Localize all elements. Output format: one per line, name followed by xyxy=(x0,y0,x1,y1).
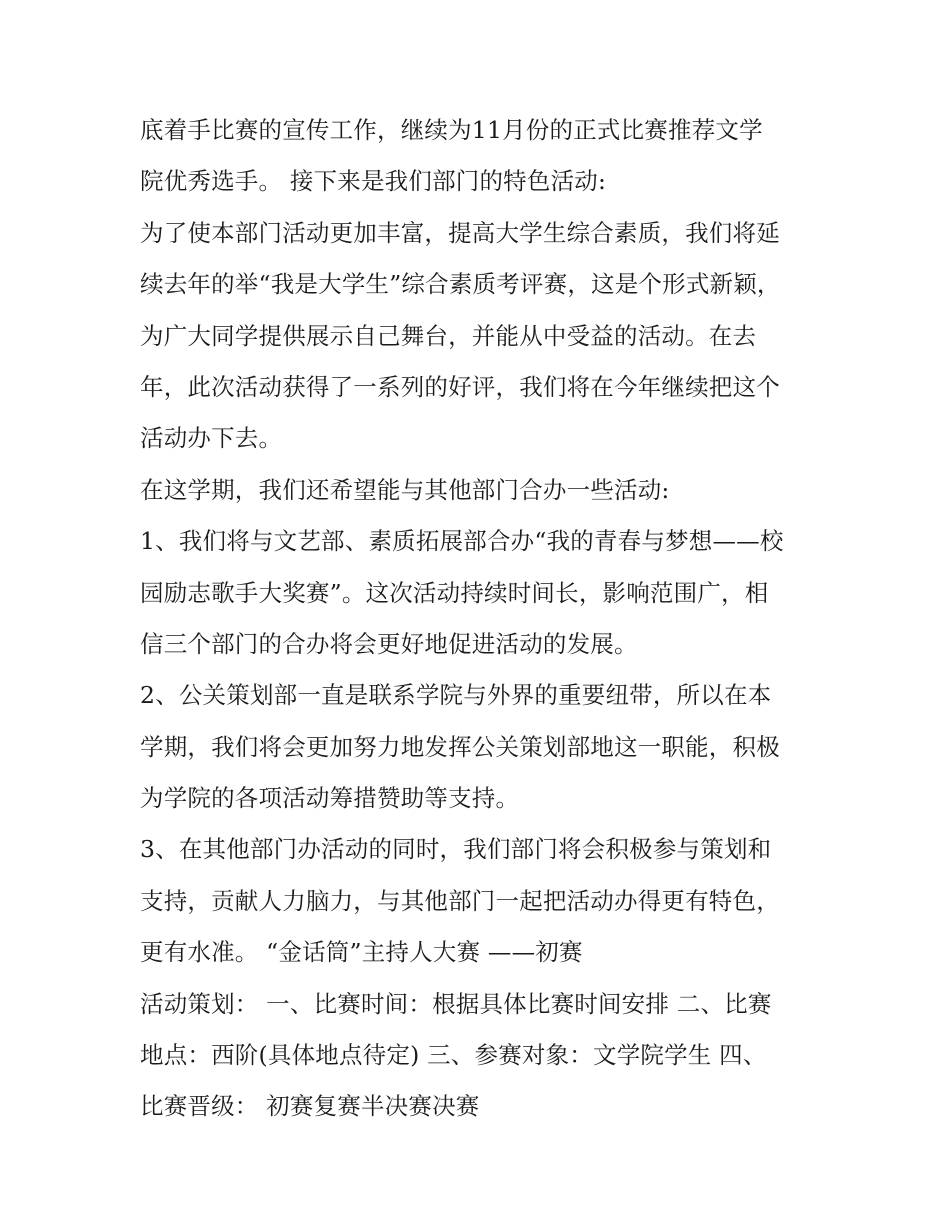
text-line: 园励志歌手大奖赛”。这次活动持续时间长，影响范围广，相 xyxy=(140,578,769,607)
text-line: 为学院的各项活动筹措赞助等支持。 xyxy=(140,784,520,813)
text-line: 信三个部门的合办将会更好地促进活动的发展。 xyxy=(140,629,638,658)
text-line: 支持，贡献人力脑力，与其他部门一起把活动办得更有特色， xyxy=(140,886,780,915)
text-line: 2、公关策划部一直是联系学院与外界的重要纽带，所以在本 xyxy=(140,681,772,710)
text-line: 3、在其他部门办活动的同时，我们部门将会积极参与策划和 xyxy=(140,835,772,864)
text-line: 活动办下去。 xyxy=(140,424,283,453)
text-line: 院优秀选手。 接下来是我们部门的特色活动: xyxy=(140,167,607,196)
body-text xyxy=(140,105,830,1133)
text-line: 1、我们将与文艺部、素质拓展部合办“我的青春与梦想——校 xyxy=(140,527,784,556)
text-line: 在这学期，我们还希望能与其他部门合办一些活动: xyxy=(140,475,670,504)
text-line: 续去年的举“我是大学生”综合素质考评赛，这是个形式新颖， xyxy=(140,270,781,299)
text-line: 地点：西阶(具体地点待定) 三、参赛对象：文学院学生 四、 xyxy=(140,1041,767,1070)
text-line: 活动策划： 一、比赛时间：根据具体比赛时间安排 二、比赛 xyxy=(140,989,772,1018)
text-line: 学期，我们将会更加努力地发挥公关策划部地这一职能，积极 xyxy=(140,732,780,761)
text-line: 底着手比赛的宣传工作，继续为11月份的正式比赛推荐文学 xyxy=(140,116,763,144)
text-line: 年，此次活动获得了一系列的好评，我们将在今年继续把这个 xyxy=(140,372,780,401)
text-line: 比赛晋级： 初赛复赛半决赛决赛 xyxy=(140,1092,480,1121)
text-line: 为广大同学提供展示自己舞台，并能从中受益的活动。在去 xyxy=(140,321,757,350)
text-line: 为了使本部门活动更加丰富，提高大学生综合素质，我们将延 xyxy=(140,218,780,247)
text-line: 更有水准。 “金话筒”主持人大赛 ——初赛 xyxy=(140,938,583,967)
